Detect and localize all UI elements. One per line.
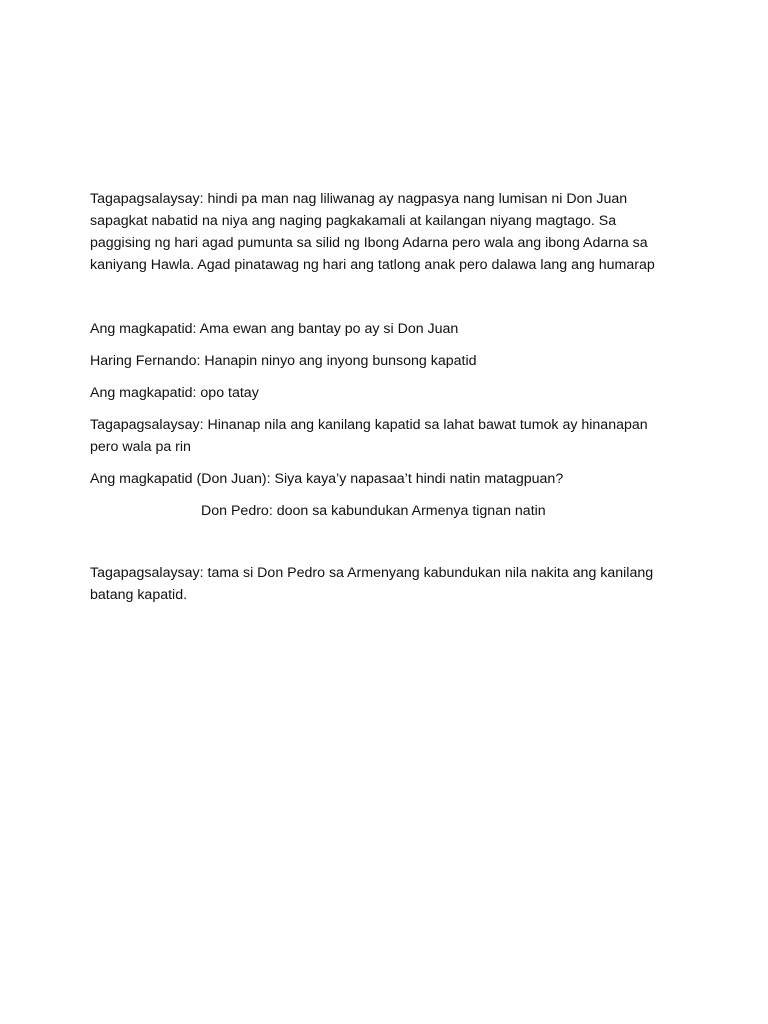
dialogue-line: Ang magkapatid (Don Juan): Siya kaya’y napasaa’t hindi natin matagpuan? xyxy=(90,471,564,487)
dialogue-line-indented: Don Pedro: doon sa kabundukan Armenya tignan natin xyxy=(201,503,546,519)
dialogue-line: Haring Fernando: Hanapin ninyo ang inyong bunsong kapatid xyxy=(90,353,477,369)
narration-paragraph: Tagapagsalaysay: tama si Don Pedro sa Armenyang kabundukan nila nakita ang kanilang batang kapatid. xyxy=(90,565,654,603)
document-body xyxy=(90,188,670,606)
narration-paragraph: Tagapagsalaysay: Hinanap nila ang kanilang kapatid sa lahat bawat tumok ay hinanapan pero wala pa rin xyxy=(90,417,648,455)
dialogue-line: Ang magkapatid: Ama ewan ang bantay po ay si Don Juan xyxy=(90,321,459,337)
dialogue-line: Ang magkapatid: opo tatay xyxy=(90,385,259,401)
narration-paragraph: Tagapagsalaysay: hindi pa man nag liliwanag ay nagpasya nang lumisan ni Don Juan sapagkat nabatid na niya ang naging pagkakamali at kailangan niyang magtago. Sa paggising ng hari agad pumunta sa silid ng Ibong Adarna pero wala ang ibong Adarna sa kaniyang Hawla. Agad pinatawag ng hari ang tatlong anak pero dalawa lang ang humarap xyxy=(90,191,655,273)
